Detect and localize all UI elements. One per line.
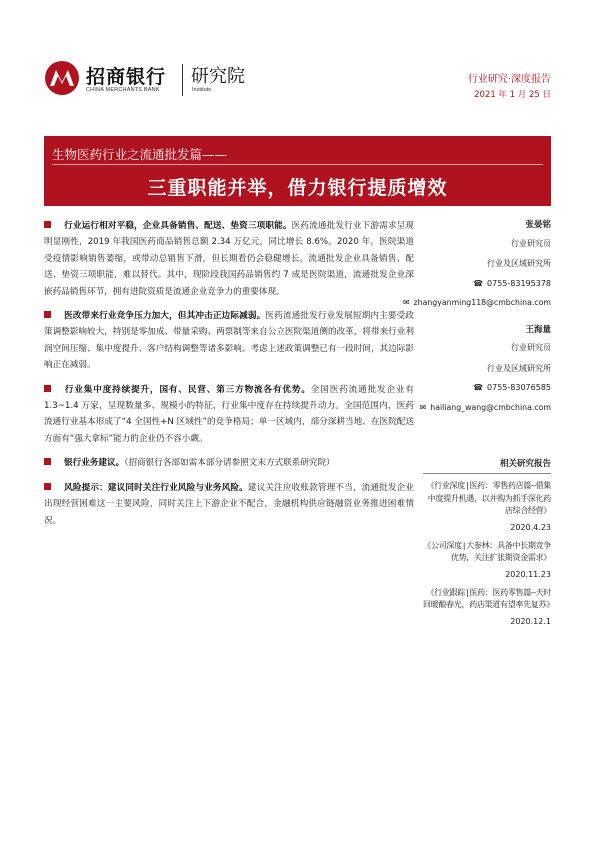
report-type: 行业研究·深度报告	[467, 74, 551, 85]
summary-paragraph	[44, 382, 414, 448]
summary-paragraph	[44, 480, 414, 529]
side-column	[402, 218, 554, 634]
paragraph-lead: 风险提示：建议同时关注行业风险与业务风险。	[64, 482, 248, 493]
paragraph-lead: 医改带来行业竞争压力加大，但其冲击正边际减弱。	[64, 311, 266, 322]
report-date: 2021 年 1 月 25 日	[474, 90, 551, 100]
analyst-department: 行业及区域研究所	[487, 363, 551, 373]
related-report-date: 2020.4.23	[510, 522, 551, 532]
related-report-item[interactable]	[423, 540, 551, 579]
paragraph-body: 全国医药流通批发企业有 1.3~1.4 万家，呈现数量多、规模小的特征，行业集中度存在持续提升动力。全国范围内，医药流通行业基本形成了“4 全国性+N 区域性”的竞争格局；单一区域内，部分深耕当地、在医院配送方面有“强大拿标”能力的企业仍不容小觑。	[44, 384, 414, 444]
summary-paragraph	[44, 455, 414, 471]
related-reports-heading: 相关研究报告	[499, 459, 551, 469]
phone-icon: ☎	[473, 383, 484, 392]
square-bullet-icon	[44, 385, 51, 392]
analyst-phone	[423, 277, 551, 292]
related-report-title[interactable]: 《行业跟踪|医药：医药零售篇—天时回暖酿春光，药店渠道有望率先复苏》	[423, 587, 554, 609]
related-report-title[interactable]: 《行业深度|医药：零售药店篇—借集中度提升机遇，以并购为抓手深化药店综合经营》	[426, 481, 551, 515]
email-address[interactable]: zhangyanming118@cmbchina.com	[413, 298, 551, 307]
institute-name: 研究院	[191, 66, 245, 87]
square-bullet-icon	[44, 311, 51, 318]
related-report-date: 2020.11.23	[505, 569, 551, 579]
related-divider	[423, 473, 551, 474]
related-report-date: 2020.12.1	[510, 616, 551, 626]
email-icon: ✉	[419, 402, 427, 412]
analyst-title: 行业研究员	[511, 238, 551, 248]
title-banner	[44, 136, 551, 206]
brand-logo	[44, 60, 294, 102]
square-bullet-icon	[44, 221, 51, 228]
square-bullet-icon	[44, 458, 51, 465]
email-icon: ✉	[402, 298, 410, 307]
paragraph-lead: 行业集中度持续提升，国有、民营、第三方物流各有优势。	[64, 384, 311, 395]
email-address[interactable]: hailiang_wang@cmbchina.com	[430, 402, 551, 412]
phone-number: 0755-83076585	[487, 383, 551, 392]
logo-divider	[182, 64, 183, 96]
banner-divider	[52, 164, 543, 165]
paragraph-body: 医药流通批发行业发展短期内主要受政策调整影响较大，特别是零加成、带量采购、两票制等来自公立医院渠道侧的改革，将带来行业利润空间压缩、集中度提升、客户结构调整等诸多影响。考虑上述政策调整已有一段时间，其边际影响正在减弱。	[44, 311, 414, 371]
phone-number: 0755-83195378	[487, 278, 551, 288]
logo-english: CHINA MERCHANTS BANK	[86, 87, 160, 93]
analyst-card	[419, 323, 551, 416]
analyst-email[interactable]	[419, 401, 551, 416]
institute-english: Institute	[192, 87, 212, 93]
paragraph-lead: 行业运行相对平稳，企业具备销售、配送、垫资三项职能。	[64, 221, 292, 231]
summary-column	[44, 218, 414, 537]
paragraph-body: 医药流通批发行业下游需求呈现明显刚性，2019 年我国医药商品销售总额 2.34 万亿元，同比增长 8.6%。2020 年，医院渠道受疫情影响销售萎缩，或带动总销售下滑，但长期看仍会稳健增长。流通批发企业具备销售、配送、垫资三项职能，难以替代。其中，现阶段我国药品销售约 7 成是医院渠道，流通批发企业深嵌药品销售环节，拥有进院资质是流通企业竞争力的重要体现。	[44, 221, 414, 297]
phone-icon: ☎	[473, 278, 484, 288]
summary-paragraph	[44, 308, 414, 374]
report-title: 三重职能并举，借力银行提质增效	[147, 177, 448, 199]
related-report-item[interactable]	[423, 587, 554, 626]
paragraph-body: 建议关注应收账款管理不当，流通批发企业出现经营困难这一主要风险，同时关注上下游企业不配合，金融机构供应链融资业务推进困难情况。	[44, 482, 414, 526]
analyst-department: 行业及区域研究所	[487, 259, 551, 268]
square-bullet-icon	[44, 483, 51, 490]
analyst-phone	[423, 381, 551, 396]
related-report-title[interactable]: 《公司深度|大参林：具备中长期竞争优势，关注扩张期资金需求》	[423, 540, 551, 562]
summary-paragraph	[44, 218, 414, 300]
analyst-email[interactable]	[402, 296, 551, 311]
related-report-item[interactable]	[423, 480, 551, 532]
paragraph-lead: 银行业务建议。	[64, 458, 125, 469]
logo-chinese: 招商银行	[86, 66, 167, 88]
analyst-title: 行业研究员	[511, 343, 551, 352]
analyst-name: 张晏铭	[525, 220, 551, 230]
report-subtitle: 生物医药行业之流通批发篇——	[52, 147, 228, 162]
cmb-logo-icon	[44, 60, 80, 96]
analyst-name: 王海量	[525, 324, 551, 335]
analyst-card	[402, 218, 551, 311]
paragraph-body: （招商银行各部如需本部分请参照文末方式联系研究院）	[124, 458, 335, 469]
